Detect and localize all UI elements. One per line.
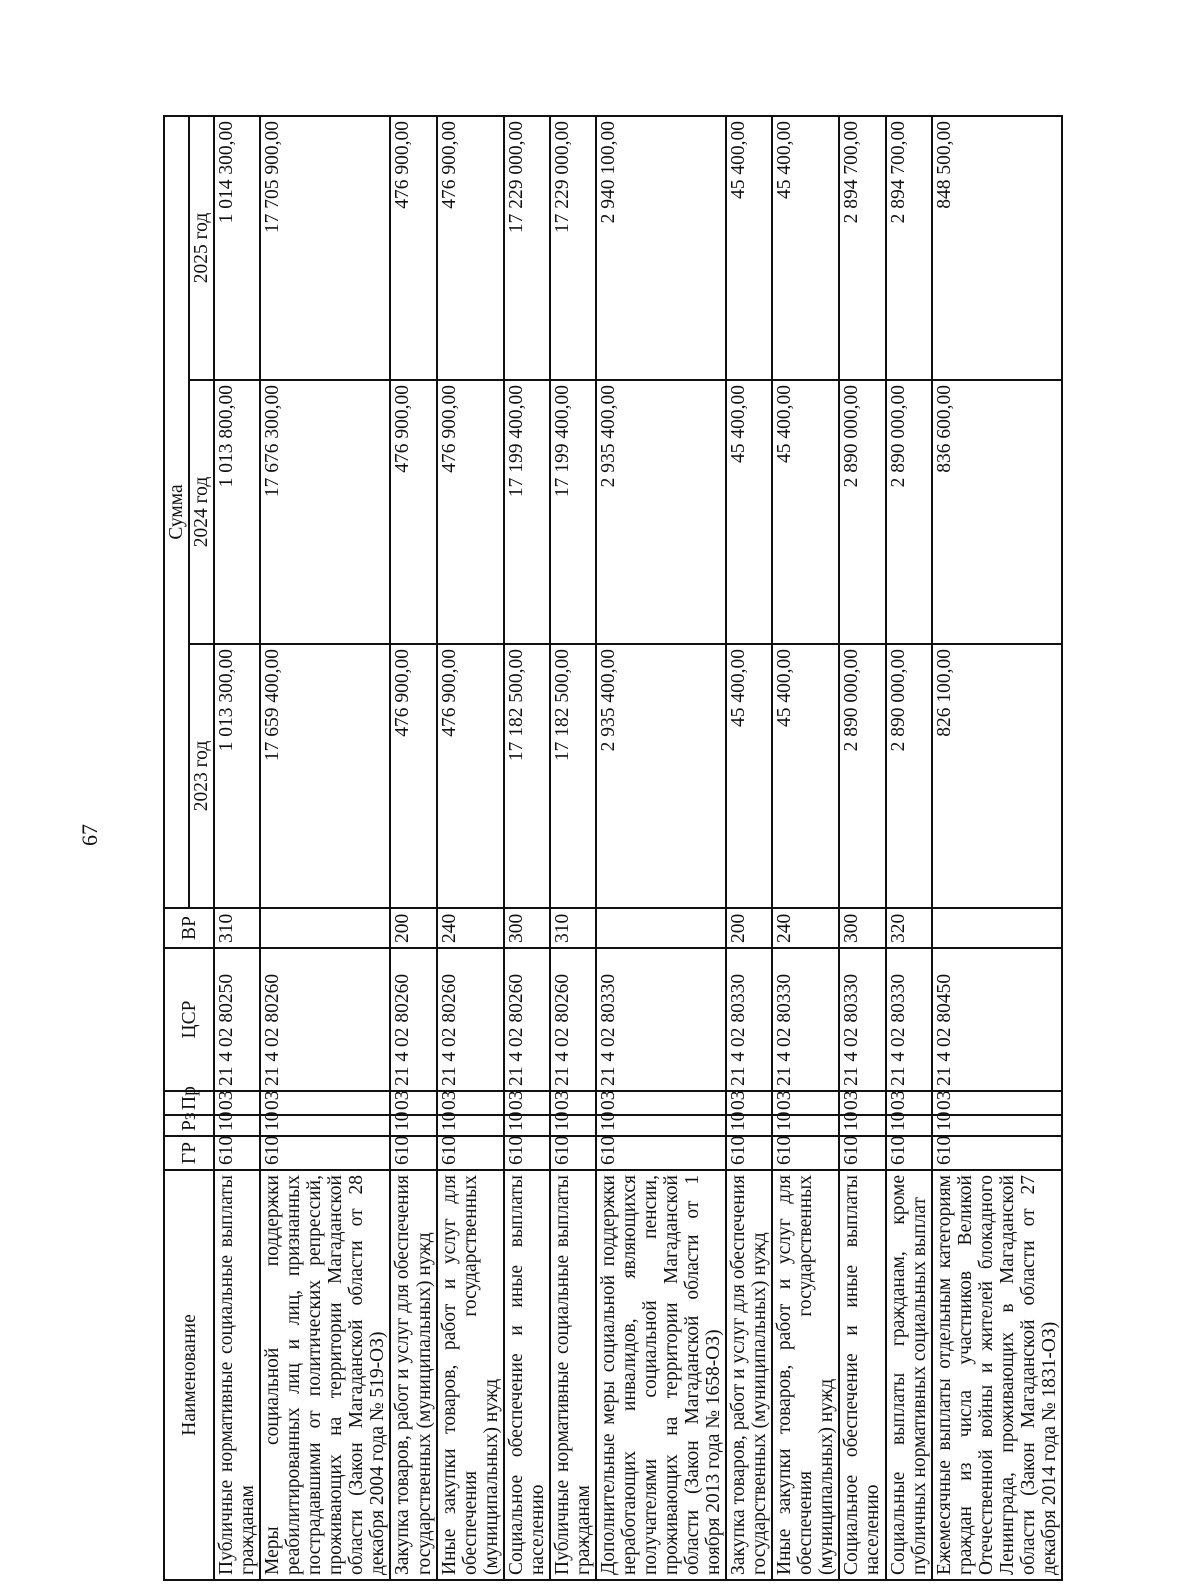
table-row xyxy=(504,116,550,1580)
row-rz: 10 xyxy=(726,1115,772,1136)
row-amount-2024: 2 890 000,00 xyxy=(839,380,885,644)
row-gr: 610 xyxy=(596,1136,726,1170)
row-amount-2023: 2 935 400,00 xyxy=(596,644,726,908)
row-amount-2023: 17 182 500,00 xyxy=(550,644,596,908)
row-gr: 610 xyxy=(886,1136,932,1170)
table-row xyxy=(886,116,932,1580)
row-pr: 03 xyxy=(886,1091,932,1115)
row-name: Закупка товаров, работ и услуг для обеспечения государственных (муниципальных) нужд xyxy=(390,1170,436,1580)
row-csr: 21 4 02 80250 xyxy=(214,948,260,1091)
row-name: Иные закупки товаров, работ и услуг для обеспечения государственных (муниципальных) нужд xyxy=(437,1170,504,1580)
row-vr: 200 xyxy=(726,908,772,948)
row-amount-2024: 2 935 400,00 xyxy=(596,380,726,644)
row-amount-2024: 45 400,00 xyxy=(772,380,839,644)
row-rz: 10 xyxy=(596,1115,726,1136)
row-gr: 610 xyxy=(550,1136,596,1170)
row-csr: 21 4 02 80330 xyxy=(726,948,772,1091)
row-rz: 10 xyxy=(437,1115,504,1136)
row-name: Публичные нормативные социальные выплаты гражданам xyxy=(214,1170,260,1580)
row-gr: 610 xyxy=(932,1136,1062,1170)
row-amount-2023: 476 900,00 xyxy=(437,644,504,908)
table-row xyxy=(839,116,885,1580)
header-rz: Рз xyxy=(164,1115,214,1136)
row-amount-2023: 476 900,00 xyxy=(390,644,436,908)
row-vr: 320 xyxy=(886,908,932,948)
table-row xyxy=(260,116,390,1580)
row-gr: 610 xyxy=(504,1136,550,1170)
table-row xyxy=(390,116,436,1580)
row-name: Меры социальной поддержки реабилитированных лиц и лиц, признанных пострадавшими от политических репрессий, проживающих на территории Магаданской области (Закон Магаданской области от 28 декабря 2004 года № 519-ОЗ) xyxy=(260,1170,390,1580)
row-name: Социальные выплаты гражданам, кроме публичных нормативных социальных выплат xyxy=(886,1170,932,1580)
row-rz: 10 xyxy=(214,1115,260,1136)
row-amount-2023: 2 890 000,00 xyxy=(839,644,885,908)
row-vr: 300 xyxy=(504,908,550,948)
row-amount-2025: 45 400,00 xyxy=(772,116,839,380)
row-gr: 610 xyxy=(839,1136,885,1170)
row-amount-2023: 826 100,00 xyxy=(932,644,1062,908)
row-pr: 03 xyxy=(932,1091,1062,1115)
header-pr: Пр xyxy=(164,1091,214,1115)
row-rz: 10 xyxy=(772,1115,839,1136)
row-gr: 610 xyxy=(260,1136,390,1170)
row-rz: 10 xyxy=(839,1115,885,1136)
row-name: Иные закупки товаров, работ и услуг для обеспечения государственных (муниципальных) нужд xyxy=(772,1170,839,1580)
row-rz: 10 xyxy=(886,1115,932,1136)
row-gr: 610 xyxy=(390,1136,436,1170)
row-amount-2025: 848 500,00 xyxy=(932,116,1062,380)
row-amount-2025: 2 894 700,00 xyxy=(886,116,932,380)
row-amount-2023: 45 400,00 xyxy=(726,644,772,908)
table-row xyxy=(550,116,596,1580)
row-pr: 03 xyxy=(214,1091,260,1115)
table-row xyxy=(932,116,1062,1580)
row-vr: 300 xyxy=(839,908,885,948)
row-csr: 21 4 02 80330 xyxy=(839,948,885,1091)
row-rz: 10 xyxy=(390,1115,436,1136)
row-vr: 310 xyxy=(214,908,260,948)
row-pr: 03 xyxy=(437,1091,504,1115)
row-vr: 200 xyxy=(390,908,436,948)
table-row xyxy=(772,116,839,1580)
header-2024: 2024 год xyxy=(189,380,214,644)
row-pr: 03 xyxy=(390,1091,436,1115)
row-name: Дополнительные меры социальной поддержки неработающих инвалидов, являющихся получателями социальной пенсии, проживающих на территории Магаданской области (Закон Магаданской области от 1 ноября 2013 года № 1658-ОЗ) xyxy=(596,1170,726,1580)
row-csr: 21 4 02 80260 xyxy=(504,948,550,1091)
row-amount-2023: 1 013 300,00 xyxy=(214,644,260,908)
row-amount-2023: 17 659 400,00 xyxy=(260,644,390,908)
row-vr xyxy=(260,908,390,948)
row-vr xyxy=(932,908,1062,948)
row-name: Социальное обеспечение и иные выплаты населению xyxy=(504,1170,550,1580)
row-amount-2024: 836 600,00 xyxy=(932,380,1062,644)
row-csr: 21 4 02 80260 xyxy=(390,948,436,1091)
row-csr: 21 4 02 80330 xyxy=(886,948,932,1091)
header-sum: Сумма xyxy=(164,116,189,908)
row-rz: 10 xyxy=(932,1115,1062,1136)
row-pr: 03 xyxy=(504,1091,550,1115)
row-vr: 240 xyxy=(772,908,839,948)
page-number: 67 xyxy=(77,824,102,846)
row-pr: 03 xyxy=(839,1091,885,1115)
row-amount-2023: 2 890 000,00 xyxy=(886,644,932,908)
row-csr: 21 4 02 80330 xyxy=(772,948,839,1091)
row-amount-2023: 17 182 500,00 xyxy=(504,644,550,908)
row-vr xyxy=(596,908,726,948)
row-amount-2025: 476 900,00 xyxy=(390,116,436,380)
row-amount-2025: 17 229 000,00 xyxy=(550,116,596,380)
row-name: Ежемесячные выплаты отдельным категориям граждан из числа участников Великой Отечественной войны и жителей блокадного Ленинграда, проживающих в Магаданской области (Закон Магаданской области от 27 декабря 2014 года № 1831-ОЗ) xyxy=(932,1170,1062,1580)
row-vr: 240 xyxy=(437,908,504,948)
table-row xyxy=(596,116,726,1580)
header-name: Наименование xyxy=(164,1170,214,1580)
row-gr: 610 xyxy=(772,1136,839,1170)
row-amount-2024: 17 199 400,00 xyxy=(504,380,550,644)
row-vr: 310 xyxy=(550,908,596,948)
row-name: Закупка товаров, работ и услуг для обеспечения государственных (муниципальных) нужд xyxy=(726,1170,772,1580)
row-amount-2024: 45 400,00 xyxy=(726,380,772,644)
header-gr: ГР xyxy=(164,1136,214,1170)
row-amount-2024: 476 900,00 xyxy=(390,380,436,644)
header-vr: ВР xyxy=(164,908,214,948)
row-amount-2024: 2 890 000,00 xyxy=(886,380,932,644)
row-rz: 10 xyxy=(550,1115,596,1136)
row-pr: 03 xyxy=(726,1091,772,1115)
row-rz: 10 xyxy=(260,1115,390,1136)
row-amount-2025: 45 400,00 xyxy=(726,116,772,380)
row-pr: 03 xyxy=(772,1091,839,1115)
row-amount-2025: 2 940 100,00 xyxy=(596,116,726,380)
row-csr: 21 4 02 80260 xyxy=(260,948,390,1091)
row-pr: 03 xyxy=(550,1091,596,1115)
row-amount-2024: 476 900,00 xyxy=(437,380,504,644)
row-amount-2025: 1 014 300,00 xyxy=(214,116,260,380)
row-pr: 03 xyxy=(260,1091,390,1115)
header-csr: ЦСР xyxy=(164,948,214,1091)
row-amount-2025: 17 229 000,00 xyxy=(504,116,550,380)
table-row xyxy=(726,116,772,1580)
row-amount-2025: 2 894 700,00 xyxy=(839,116,885,380)
row-csr: 21 4 02 80260 xyxy=(550,948,596,1091)
table-row xyxy=(437,116,504,1580)
header-2023: 2023 год xyxy=(189,644,214,908)
row-amount-2023: 45 400,00 xyxy=(772,644,839,908)
row-rz: 10 xyxy=(504,1115,550,1136)
row-csr: 21 4 02 80330 xyxy=(596,948,726,1091)
row-name: Публичные нормативные социальные выплаты гражданам xyxy=(550,1170,596,1580)
row-gr: 610 xyxy=(214,1136,260,1170)
table-row xyxy=(214,116,260,1580)
header-row-1 xyxy=(164,116,189,1580)
row-csr: 21 4 02 80450 xyxy=(932,948,1062,1091)
row-amount-2024: 17 676 300,00 xyxy=(260,380,390,644)
row-pr: 03 xyxy=(596,1091,726,1115)
row-amount-2024: 1 013 800,00 xyxy=(214,380,260,644)
row-csr: 21 4 02 80260 xyxy=(437,948,504,1091)
row-amount-2025: 476 900,00 xyxy=(437,116,504,380)
row-gr: 610 xyxy=(726,1136,772,1170)
row-gr: 610 xyxy=(437,1136,504,1170)
row-amount-2024: 17 199 400,00 xyxy=(550,380,596,644)
row-name: Социальное обеспечение и иные выплаты населению xyxy=(839,1170,885,1580)
row-amount-2025: 17 705 900,00 xyxy=(260,116,390,380)
budget-table xyxy=(163,115,1063,1581)
header-2025: 2025 год xyxy=(189,116,214,380)
rotated-table-container xyxy=(163,116,1070,1581)
